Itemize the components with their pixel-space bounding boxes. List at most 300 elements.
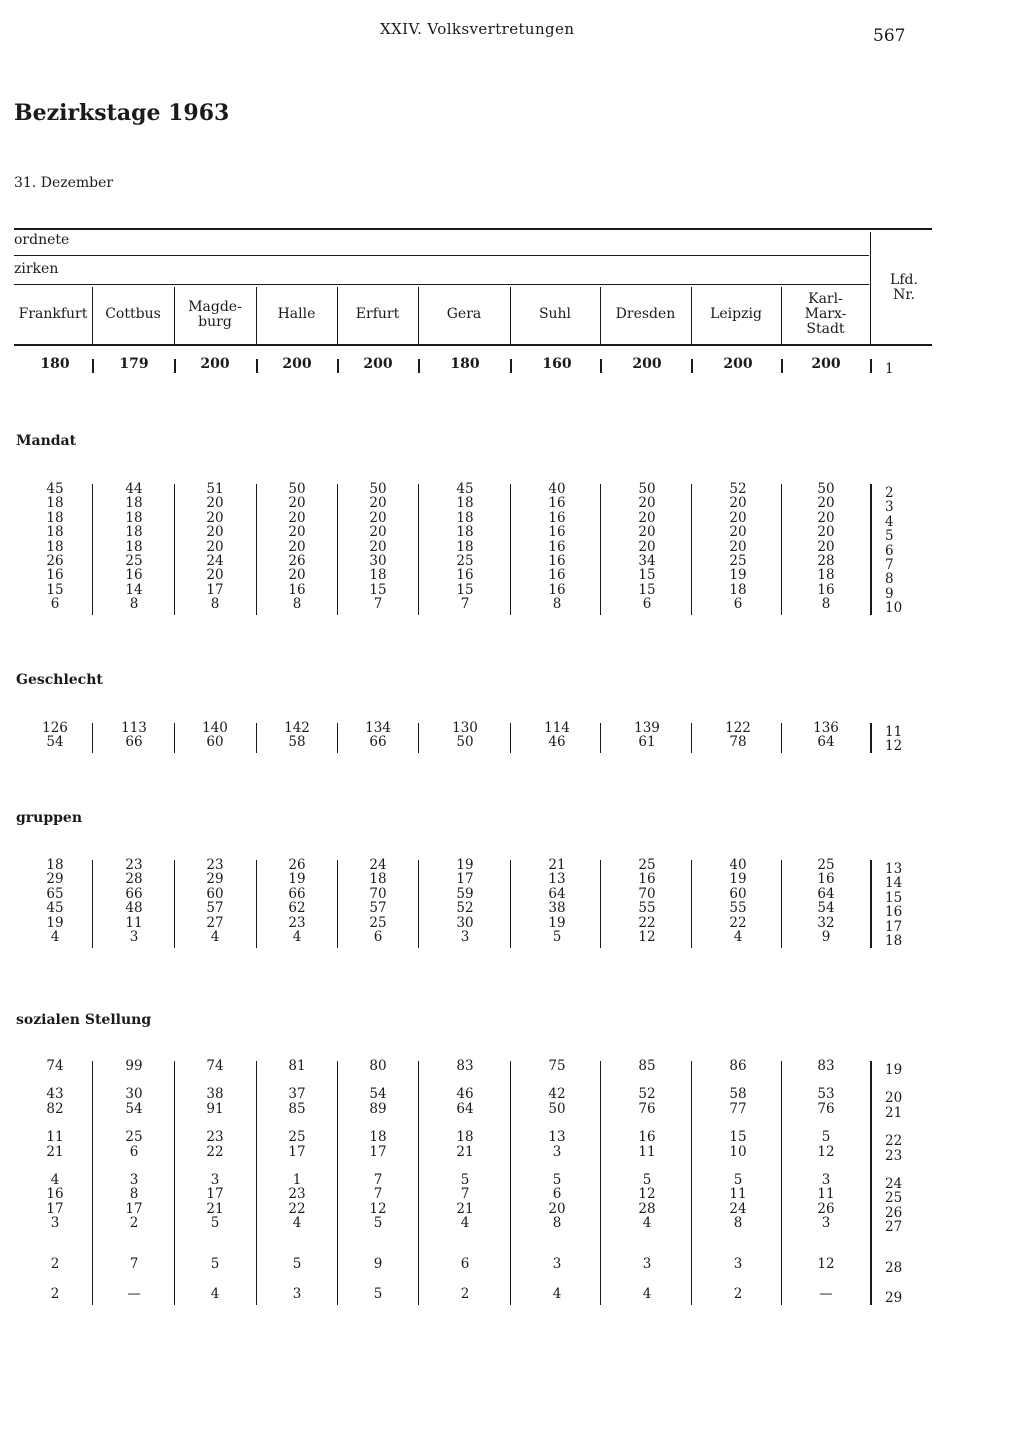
table-cell: 40	[548, 481, 566, 497]
table-cell: 20	[288, 567, 306, 584]
table-cell: 20	[369, 495, 387, 512]
column-divider	[781, 1061, 782, 1305]
row-number: 24	[885, 1176, 903, 1192]
table-cell: 44	[125, 481, 143, 497]
table-cell: 76	[817, 1100, 835, 1117]
table-cell: 16	[288, 581, 306, 598]
table-cell: 6	[460, 1255, 470, 1272]
column-divider	[870, 484, 872, 615]
table-cell: 23	[288, 914, 306, 931]
table-cell: 60	[206, 885, 224, 902]
table-cell: 52	[456, 900, 474, 917]
table-cell: 64	[548, 885, 566, 902]
column-divider	[870, 860, 872, 948]
table-cell: 8	[552, 1215, 562, 1232]
table-cell: 54	[46, 734, 64, 751]
table-cell: 11	[638, 1143, 656, 1160]
header-column-divider	[600, 287, 601, 344]
row-number: 23	[885, 1147, 903, 1164]
column-divider	[600, 484, 601, 615]
table-cell: 18	[456, 1129, 474, 1146]
header-row-zirken: zirken	[14, 261, 59, 277]
table-cell: 8	[210, 596, 220, 613]
table-cell: 1	[292, 1172, 302, 1188]
row-number: 27	[885, 1219, 903, 1236]
table-cell: 7	[373, 1186, 383, 1203]
header-column-divider	[691, 287, 692, 344]
table-cell: 12	[638, 929, 656, 945]
table-cell: 23	[288, 1186, 306, 1203]
table-cell: 54	[369, 1086, 387, 1103]
table-cell: 6	[50, 596, 60, 613]
table-cell: 20	[817, 509, 835, 526]
table-cell: 5	[552, 929, 562, 945]
table-cell: 5	[292, 1255, 302, 1272]
table-cell: 12	[638, 1186, 656, 1203]
row-number: 3	[885, 499, 894, 516]
table-cell: 59	[456, 885, 474, 902]
table-cell: 2	[129, 1215, 139, 1232]
table-cell: 21	[206, 1200, 224, 1217]
table-cell: 16	[548, 524, 566, 541]
table-cell: 4	[460, 1215, 470, 1232]
table-cell: 25	[729, 553, 747, 569]
table-cell: 25	[817, 857, 835, 873]
table-cell: 2	[460, 1286, 470, 1302]
table-cell: 46	[456, 1086, 474, 1103]
table-cell: 23	[206, 1129, 224, 1146]
table-cell: 50	[638, 481, 656, 497]
table-cell: 3	[50, 1215, 60, 1232]
table-cell: 6	[642, 596, 652, 613]
section-heading: sozialen Stellung	[16, 1012, 152, 1028]
table-cell: 50	[456, 734, 474, 751]
table-cell: 52	[729, 481, 747, 497]
table-cell: 6	[552, 1186, 562, 1203]
total-cell: 160	[542, 356, 572, 372]
table-cell: 77	[729, 1100, 747, 1117]
table-cell: 16	[817, 581, 835, 598]
table-cell: 22	[638, 914, 656, 931]
table-cell: 89	[369, 1100, 387, 1117]
table-cell: 13	[548, 871, 566, 888]
table-cell: 122	[725, 720, 751, 736]
table-cell: 3	[821, 1172, 831, 1188]
table-cell: 3	[642, 1255, 652, 1272]
row-number: 6	[885, 542, 894, 559]
table-cell: 18	[456, 509, 474, 526]
column-divider	[781, 723, 782, 753]
table-cell: 11	[125, 914, 143, 931]
table-cell: 46	[548, 734, 566, 751]
column-divider	[174, 723, 175, 753]
table-cell: 17	[456, 871, 474, 888]
column-divider	[691, 860, 692, 948]
table-cell: 20	[206, 567, 224, 584]
table-cell: 19	[288, 871, 306, 888]
table-cell: 18	[46, 524, 64, 541]
table-cell: 20	[206, 524, 224, 541]
total-cell: 200	[200, 356, 230, 372]
table-cell: 5	[210, 1215, 220, 1232]
total-cell: 200	[282, 356, 312, 372]
table-cell: 9	[373, 1255, 383, 1272]
column-divider	[510, 1061, 511, 1305]
table-cell: 81	[288, 1058, 306, 1074]
table-cell: 74	[206, 1058, 224, 1074]
table-cell: 25	[369, 914, 387, 931]
table-cell: 17	[369, 1143, 387, 1160]
table-cell: 60	[206, 734, 224, 751]
column-header: Suhl	[538, 306, 572, 322]
table-cell: 11	[817, 1186, 835, 1203]
table-cell: 66	[369, 734, 387, 751]
table-cell: 11	[46, 1129, 64, 1146]
table-cell: 64	[456, 1100, 474, 1117]
column-divider	[337, 1061, 338, 1305]
table-cell: 2	[50, 1255, 60, 1272]
table-cell: 30	[125, 1086, 143, 1103]
table-cell: 7	[460, 596, 470, 613]
table-cell: 20	[369, 538, 387, 555]
table-cell: 58	[288, 734, 306, 751]
table-cell: 25	[456, 553, 474, 569]
row-number: 7	[885, 557, 894, 573]
table-cell: 20	[206, 538, 224, 555]
table-cell: 50	[817, 481, 835, 497]
table-cell: 8	[733, 1215, 743, 1232]
column-divider	[781, 359, 783, 373]
table-cell: 45	[46, 481, 64, 497]
column-divider	[870, 723, 872, 753]
column-divider	[600, 359, 602, 373]
column-divider	[256, 1061, 257, 1305]
table-cell: 26	[817, 1200, 835, 1217]
header-column-divider	[92, 287, 93, 344]
header-nr-divider	[870, 232, 871, 344]
table-cell: 24	[369, 857, 387, 873]
table-cell: 20	[548, 1200, 566, 1217]
table-cell: 7	[373, 596, 383, 613]
table-cell: 4	[642, 1286, 652, 1302]
column-divider	[510, 359, 512, 373]
table-cell: 23	[206, 857, 224, 873]
table-cell: 18	[456, 538, 474, 555]
table-cell: 16	[456, 567, 474, 584]
table-cell: 20	[729, 509, 747, 526]
header-column-divider	[174, 287, 175, 344]
column-header: Magde- burg	[188, 298, 242, 330]
table-cell: 85	[638, 1058, 656, 1074]
table-cell: 50	[288, 481, 306, 497]
row-number: 22	[885, 1133, 903, 1150]
table-cell: 8	[821, 596, 831, 613]
table-cell: 20	[638, 495, 656, 512]
header-rule-2	[14, 255, 869, 256]
row-number: 19	[885, 1062, 903, 1078]
row-number: 16	[885, 904, 903, 921]
column-divider	[174, 860, 175, 948]
table-cell: 113	[121, 720, 147, 736]
table-cell: 4	[50, 929, 60, 945]
table-cell: 20	[206, 495, 224, 512]
table-cell: 8	[129, 1186, 139, 1203]
table-cell: 38	[548, 900, 566, 917]
section-heading: Mandat	[16, 433, 77, 449]
table-cell: 6	[733, 596, 743, 613]
header-column-divider	[418, 287, 419, 344]
table-cell: 20	[288, 495, 306, 512]
table-cell: 28	[638, 1200, 656, 1217]
column-divider	[174, 1061, 175, 1305]
table-cell: 16	[548, 581, 566, 598]
nr-column-header: Lfd. Nr.	[890, 272, 918, 303]
table-cell: 18	[125, 495, 143, 512]
table-cell: 4	[552, 1286, 562, 1302]
row-number: 12	[885, 738, 903, 755]
total-cell: 180	[450, 356, 480, 372]
column-divider	[870, 359, 872, 373]
page-title: Bezirkstage 1963	[14, 100, 230, 126]
table-cell: 17	[206, 581, 224, 598]
table-cell: 14	[125, 581, 143, 598]
table-cell: 16	[125, 567, 143, 584]
table-cell: 51	[206, 481, 224, 497]
table-cell: 57	[206, 900, 224, 917]
table-cell: 20	[729, 538, 747, 555]
column-divider	[691, 484, 692, 615]
table-cell: 26	[288, 857, 306, 873]
table-cell: 20	[369, 509, 387, 526]
table-cell: 15	[456, 581, 474, 598]
table-cell: 7	[460, 1186, 470, 1203]
table-cell: 43	[46, 1086, 64, 1103]
column-divider	[337, 359, 339, 373]
row-number: 1	[885, 361, 894, 377]
column-header: Frankfurt	[18, 306, 88, 322]
table-cell: 25	[125, 553, 143, 569]
table-cell: 55	[638, 900, 656, 917]
table-cell: 5	[733, 1172, 743, 1188]
column-divider	[174, 484, 175, 615]
table-cell: 16	[548, 567, 566, 584]
table-cell: 18	[456, 524, 474, 541]
table-cell: 65	[46, 885, 64, 902]
table-cell: 38	[206, 1086, 224, 1103]
column-divider	[418, 359, 420, 373]
table-cell: 6	[129, 1143, 139, 1160]
table-cell: 20	[288, 509, 306, 526]
column-divider	[600, 860, 601, 948]
table-cell: 85	[288, 1100, 306, 1117]
table-cell: 9	[821, 929, 831, 945]
table-cell: 16	[548, 509, 566, 526]
table-cell: 48	[125, 900, 143, 917]
table-cell: 13	[548, 1129, 566, 1146]
table-cell: 45	[456, 481, 474, 497]
table-cell: 18	[369, 1129, 387, 1146]
table-cell: 3	[129, 1172, 139, 1188]
table-cell: 20	[817, 495, 835, 512]
column-divider	[600, 723, 601, 753]
table-cell: 16	[548, 538, 566, 555]
table-cell: 10	[729, 1143, 747, 1160]
table-cell: 136	[813, 720, 839, 736]
table-cell: 66	[125, 734, 143, 751]
table-cell: 17	[206, 1186, 224, 1203]
table-cell: 15	[46, 581, 64, 598]
row-number: 11	[885, 724, 903, 740]
table-cell: 21	[456, 1143, 474, 1160]
table-cell: 18	[46, 495, 64, 512]
table-cell: 60	[729, 885, 747, 902]
table-cell: 18	[456, 495, 474, 512]
table-cell: 20	[369, 524, 387, 541]
table-cell: 20	[206, 509, 224, 526]
table-cell: 5	[373, 1215, 383, 1232]
table-cell: 19	[729, 871, 747, 888]
column-header: Leipzig	[710, 306, 762, 322]
table-cell: 61	[638, 734, 656, 751]
total-cell: 200	[723, 356, 753, 372]
table-cell: 21	[46, 1143, 64, 1160]
column-divider	[781, 860, 782, 948]
header-rule-3	[14, 284, 869, 285]
table-cell: 21	[548, 857, 566, 873]
table-cell: 21	[456, 1200, 474, 1217]
table-cell: 16	[46, 567, 64, 584]
table-cell: 20	[638, 538, 656, 555]
column-divider	[418, 860, 419, 948]
column-header: Erfurt	[355, 306, 400, 322]
table-cell: 18	[817, 567, 835, 584]
column-divider	[174, 359, 176, 373]
row-number: 17	[885, 918, 903, 935]
table-cell: 18	[729, 581, 747, 598]
table-cell: 16	[548, 495, 566, 512]
table-cell: 20	[729, 495, 747, 512]
total-cell: 200	[363, 356, 393, 372]
table-cell: 126	[42, 720, 68, 736]
table-cell: 99	[125, 1058, 143, 1074]
table-cell: 23	[125, 857, 143, 873]
header-row-ordnete: ordnete	[14, 232, 70, 248]
table-cell: 22	[206, 1143, 224, 1160]
table-cell: 5	[552, 1172, 562, 1188]
table-cell: 53	[817, 1086, 835, 1103]
table-cell: 82	[46, 1100, 64, 1117]
table-cell: 17	[288, 1143, 306, 1160]
column-divider	[337, 484, 338, 615]
column-divider	[510, 723, 511, 753]
table-cell: 27	[206, 914, 224, 931]
table-cell: 5	[642, 1172, 652, 1188]
table-cell: 28	[817, 553, 835, 569]
table-cell: 3	[733, 1255, 743, 1272]
table-cell: 18	[125, 538, 143, 555]
table-cell: 4	[292, 1215, 302, 1232]
column-divider	[600, 1061, 601, 1305]
table-cell: 3	[129, 929, 139, 945]
column-header: Cottbus	[105, 306, 161, 322]
date-label: 31. Dezember	[14, 175, 114, 191]
column-divider	[337, 723, 338, 753]
table-cell: 4	[642, 1215, 652, 1232]
table-cell: 29	[46, 871, 64, 888]
table-cell: 57	[369, 900, 387, 917]
header-bottom-rule	[14, 344, 932, 346]
table-cell: 76	[638, 1100, 656, 1117]
table-cell: 20	[288, 524, 306, 541]
table-cell: 32	[817, 914, 835, 931]
row-number: 2	[885, 485, 894, 501]
table-cell: 70	[638, 885, 656, 902]
header-column-divider	[256, 287, 257, 344]
table-cell: 114	[544, 720, 570, 736]
table-cell: 20	[817, 538, 835, 555]
table-cell: 66	[288, 885, 306, 902]
table-cell: 18	[369, 871, 387, 888]
table-cell: 4	[210, 929, 220, 945]
row-number: 13	[885, 861, 903, 877]
column-divider	[781, 484, 782, 615]
table-cell: 58	[729, 1086, 747, 1103]
table-cell: 18	[125, 509, 143, 526]
table-cell: —	[819, 1286, 833, 1302]
column-divider	[92, 723, 93, 753]
table-cell: 7	[129, 1255, 139, 1272]
table-cell: 140	[202, 720, 228, 736]
table-cell: 3	[552, 1255, 562, 1272]
running-head: XXIV. Volksvertretungen	[380, 20, 575, 38]
table-cell: 18	[46, 509, 64, 526]
header-column-divider	[510, 287, 511, 344]
column-divider	[337, 860, 338, 948]
column-divider	[92, 359, 94, 373]
table-cell: 8	[552, 596, 562, 613]
column-divider	[256, 860, 257, 948]
row-number: 15	[885, 889, 903, 906]
table-cell: 50	[369, 481, 387, 497]
column-header: Gera	[446, 306, 482, 322]
table-cell: 18	[125, 524, 143, 541]
table-cell: 17	[46, 1200, 64, 1217]
table-cell: 15	[729, 1129, 747, 1146]
table-cell: 66	[125, 885, 143, 902]
table-cell: 15	[638, 567, 656, 584]
table-cell: 19	[729, 567, 747, 584]
table-cell: 42	[548, 1086, 566, 1103]
table-cell: 78	[729, 734, 747, 751]
table-cell: 12	[817, 1255, 835, 1272]
table-cell: 25	[638, 857, 656, 873]
column-divider	[691, 1061, 692, 1305]
table-cell: 34	[638, 553, 656, 569]
table-cell: 62	[288, 900, 306, 917]
table-cell: 3	[210, 1172, 220, 1188]
header-column-divider	[781, 287, 782, 344]
table-cell: 91	[206, 1100, 224, 1117]
table-cell: 142	[284, 720, 310, 736]
table-cell: 16	[548, 553, 566, 569]
row-number: 10	[885, 600, 903, 617]
table-cell: 25	[288, 1129, 306, 1146]
table-cell: 6	[373, 929, 383, 945]
total-cell: 180	[40, 356, 70, 372]
table-cell: 83	[456, 1058, 474, 1074]
table-cell: 20	[729, 524, 747, 541]
table-cell: 4	[292, 929, 302, 945]
